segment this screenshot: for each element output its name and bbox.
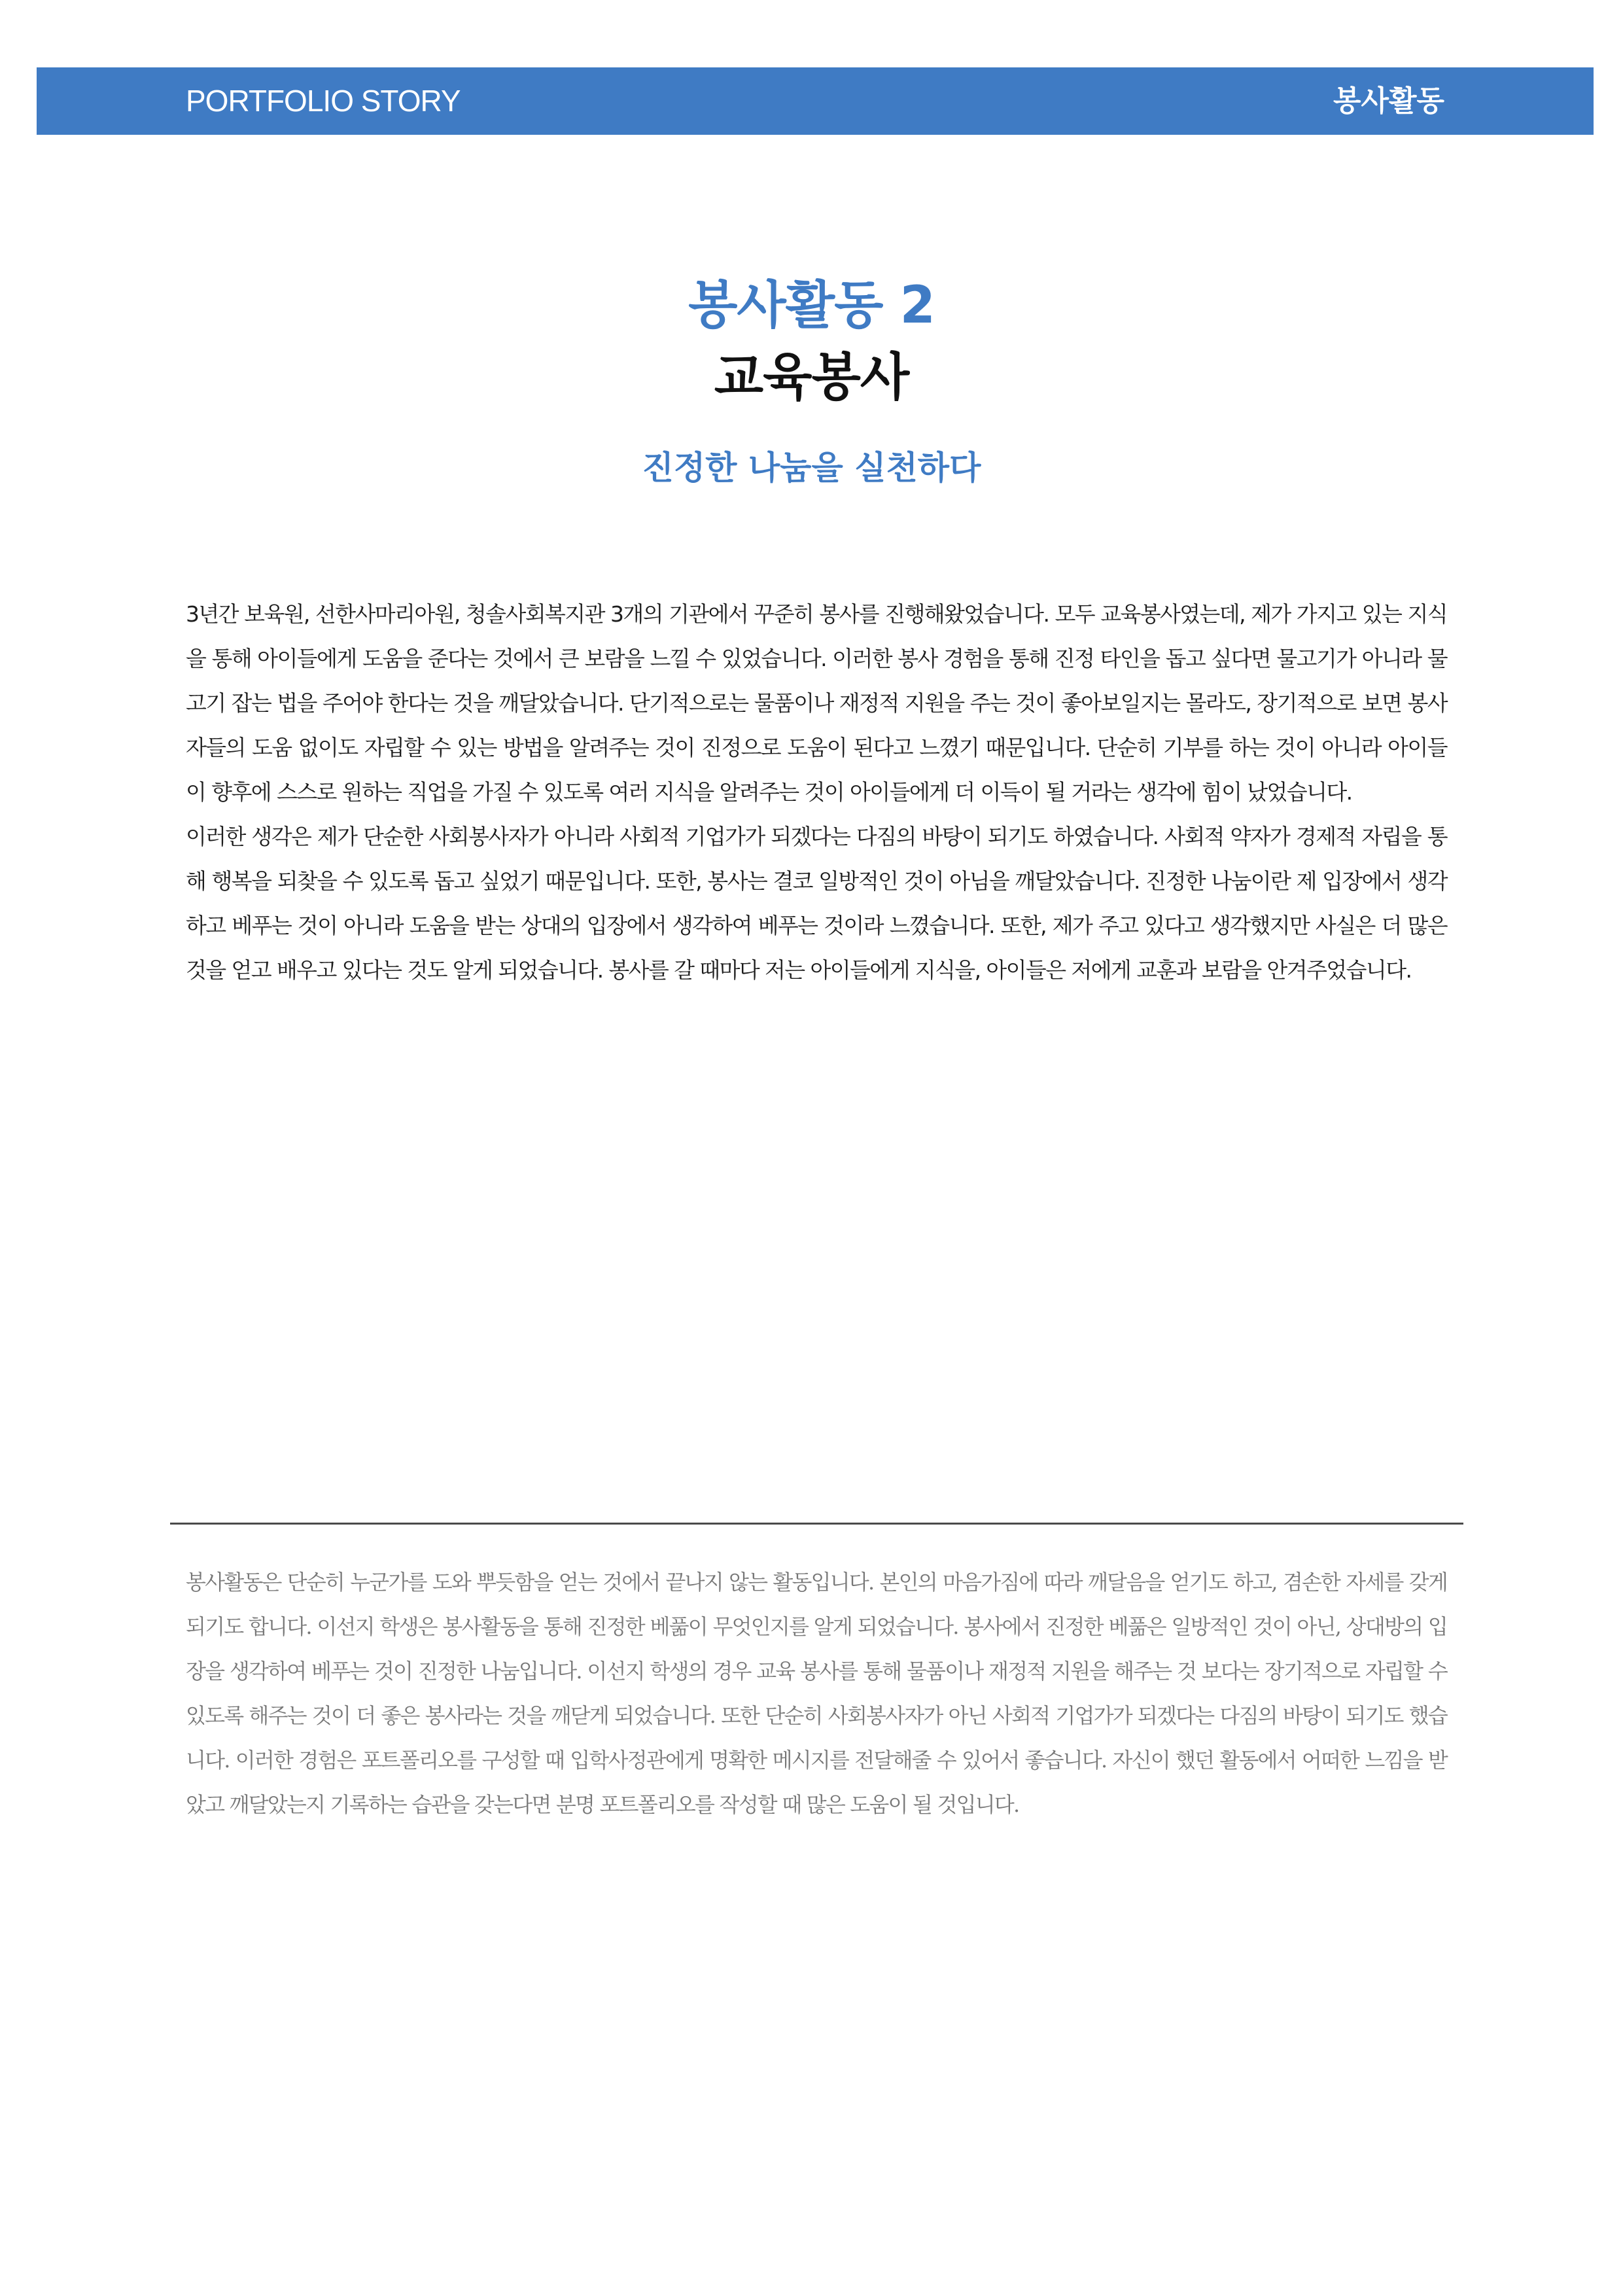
- header-bar: [37, 67, 1594, 135]
- tagline: 진정한 나눔을 실천하다: [642, 449, 981, 487]
- page-subtitle: 교육봉사: [714, 348, 909, 407]
- body-paragraph-1: 3년간 보육원, 선한사마리아원, 청솔사회복지관 3개의 기관에서 꾸준히 봉사를 진행해왔었습니다. 모두 교육봉사였는데, 제가 가지고 있는 지식을 통해 아이들에게 도움을 준다는 것에서 큰 보람을 느낄 수 있었습니다. 이러한 봉사 경험을 통해 진정 타인을 돕고 싶다면 물고기가 아니라 물고기 잡는 법을 주어야 한다는 것을 깨달았습니다. 단기적으로는 물품이나 재정적 지원을 주는 것이 좋아보일지는 몰라도, 장기적으로 보면 봉사자들의 도움 없이도 자립할 수 있는 방법을 알려주는 것이 진정으로 도움이 된다고 느꼈기 때문입니다. 단순히 기부를 하는 것이 아니라 아이들이 향후에 스스로 원하는 직업을 가질 수 있도록 여러 지식을 알려주는 것이 아이들에게 더 이득이 될 거라는 생각에 힘이 났었습니다.: [186, 601, 1447, 805]
- commentary-text: 봉사활동은 단순히 누군가를 도와 뿌듯함을 얻는 것에서 끝나지 않는 활동입니다. 본인의 마음가짐에 따라 깨달음을 얻기도 하고, 겸손한 자세를 갖게 되기도 합니다. 이선지 학생은 봉사활동을 통해 진정한 베풂이 무엇인지를 알게 되었습니다. 봉사에서 진정한 베풂은 일방적인 것이 아닌, 상대방의 입장을 생각하여 베푸는 것이 진정한 나눔입니다. 이선지 학생의 경우 교육 봉사를 통해 물품이나 재정적 지원을 해주는 것 보다는 장기적으로 자립할 수 있도록 해주는 것이 더 좋은 봉사라는 것을 깨닫게 되었습니다. 또한 단순히 사회봉사자가 아닌 사회적 기업가가 되겠다는 다짐의 바탕이 되기도 했습니다. 이러한 경험은 포트폴리오를 구성할 때 입학사정관에게 명확한 메시지를 전달해줄 수 있어서 좋습니다. 자신이 했던 활동에서 어떠한 느낌을 받았고 깨달았는지 기록하는 습관을 갖는다면 분명 포트폴리오를 작성할 때 많은 도움이 될 것입니다.: [186, 1570, 1447, 1817]
- header-section-label: 봉사활동: [1333, 84, 1444, 118]
- title-block: [0, 270, 1623, 414]
- divider: [170, 1523, 1463, 1525]
- body-text: [186, 592, 1447, 993]
- body-paragraph-2: 이러한 생각은 제가 단순한 사회봉사자가 아니라 사회적 기업가가 되겠다는 다짐의 바탕이 되기도 하였습니다. 사회적 약자가 경제적 자립을 통해 행복을 되찾을 수 있도록 돕고 싶었기 때문입니다. 또한, 봉사는 결코 일방적인 것이 아님을 깨달았습니다. 진정한 나눔이란 제 입장에서 생각하고 베푸는 것이 아니라 도움을 받는 상대의 입장에서 생각하여 베푸는 것이라 느꼈습니다. 또한, 제가 주고 있다고 생각했지만 사실은 더 많은 것을 얻고 배우고 있다는 것도 알게 되었습니다. 봉사를 갈 때마다 저는 아이들에게 지식을, 아이들은 저에게 교훈과 보람을 안겨주었습니다.: [186, 824, 1447, 983]
- page-title: 봉사활동 2: [688, 276, 935, 335]
- header-portfolio-label: PORTFOLIO STORY: [186, 84, 461, 118]
